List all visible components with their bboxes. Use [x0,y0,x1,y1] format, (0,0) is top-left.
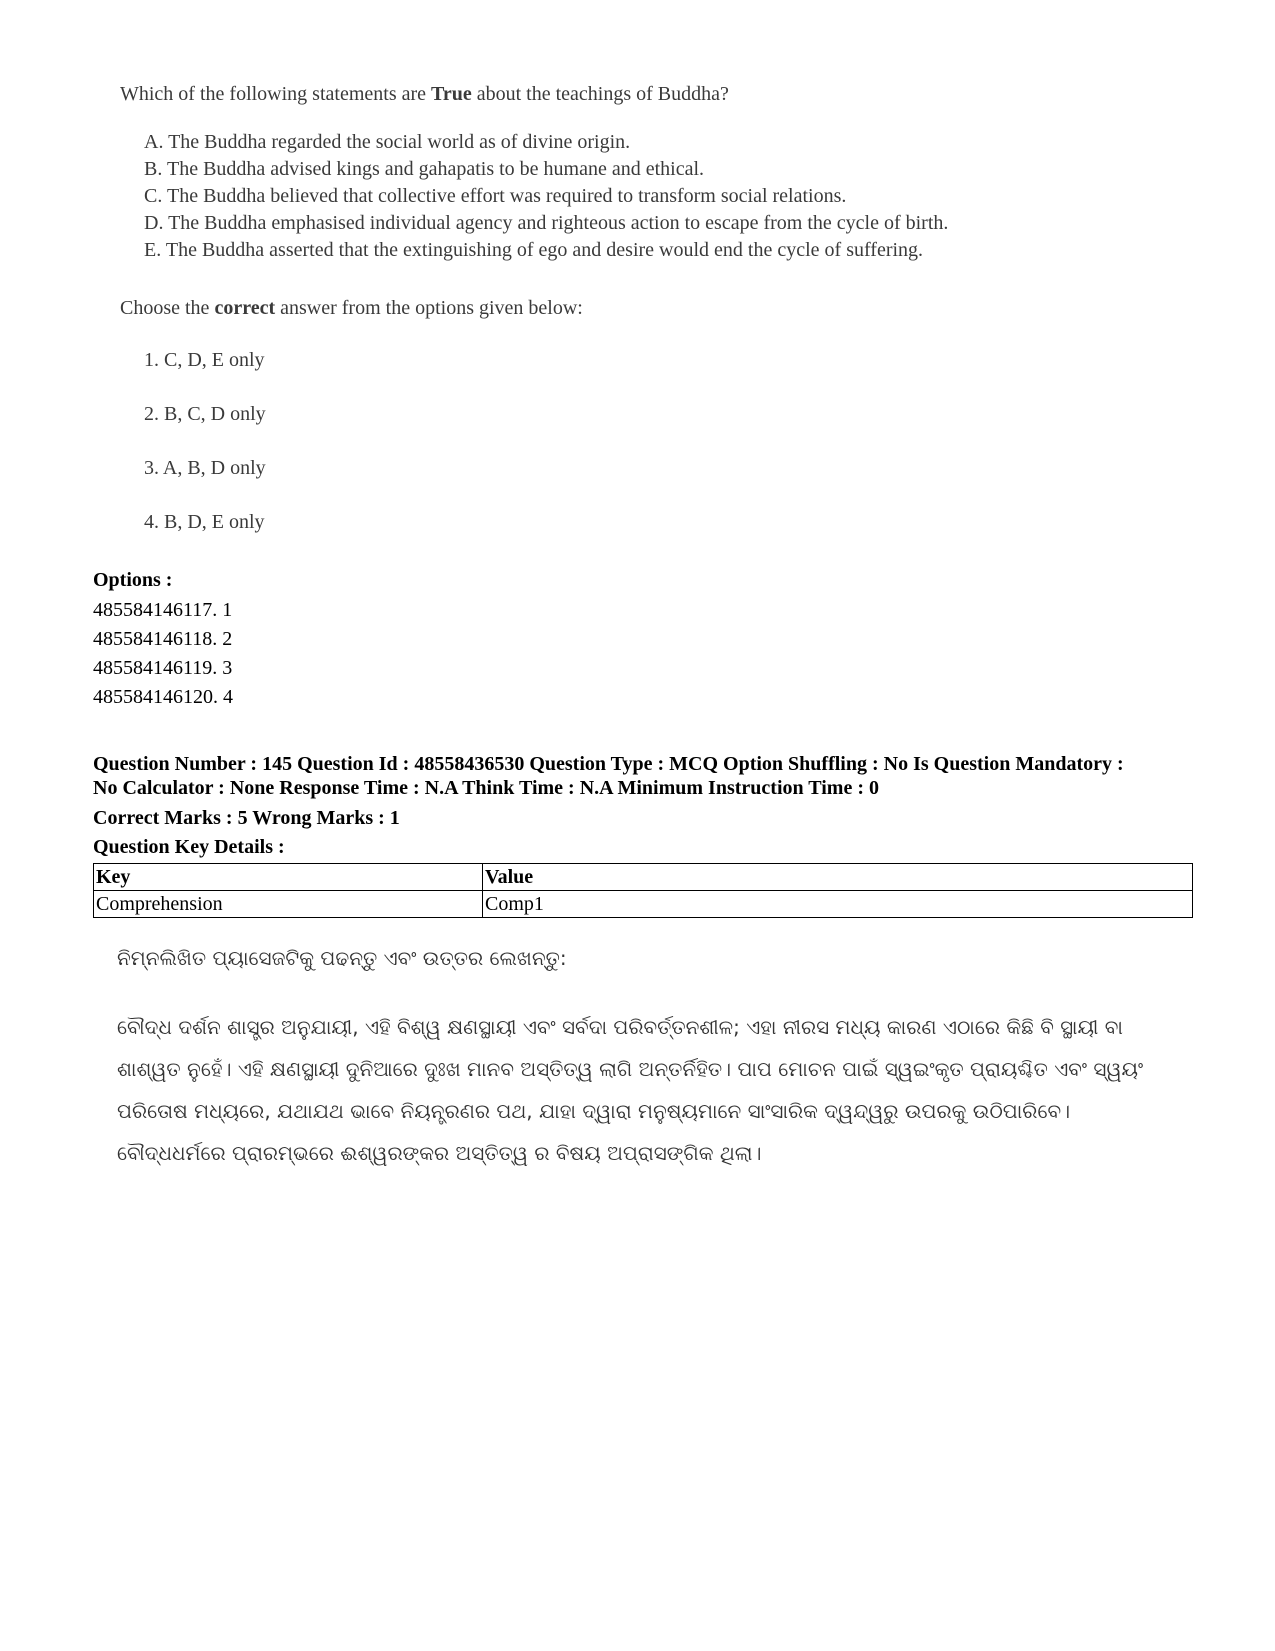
statement-d: D. The Buddha emphasised individual agency and righteous action to escape from the cycle of birth. [144,212,949,234]
statement-a: A. The Buddha regarded the social world as of divine origin. [144,131,631,153]
answer-choice-3: 3. A, B, D only [144,457,266,479]
question-info [93,752,1193,800]
table-header-key: Key [94,864,483,891]
options-title: Options : [93,569,173,591]
answer-choice-2: 2. B, C, D only [144,403,266,425]
table-cell-key: Comprehension [94,891,483,918]
answer-choice-4: 4. B, D, E only [144,511,265,533]
marks-info: Correct Marks : 5 Wrong Marks : 1 [93,807,400,829]
answer-list [144,350,266,566]
question-info-line-2: No Calculator : None Response Time : N.A Think Time : N.A Minimum Instruction Time : 0 [93,777,879,799]
statement-b: B. The Buddha advised kings and gahapatis to be humane and ethical. [144,158,705,180]
statement-c: C. The Buddha believed that collective effort was required to transform social relations. [144,185,847,207]
option-item-3: 485584146119. 3 [93,657,233,679]
statement-list [144,132,948,267]
passage-text: ବୌଦ୍ଧ ଦର୍ଶନ ଶାସ୍ତ୍ର ଅନୁଯାୟୀ, ଏହି ବିଶ୍ୱ କ୍ଷଣସ୍ଥାୟୀ ଏବଂ ସର୍ବଦା ପରିବର୍ତ୍ତନଶୀଳ; ଏହା ନୀରସ ମଧ୍ୟ କାରଣ ଏଠାରେ କିଛି ବି ସ୍ଥାୟୀ ବା ଶାଶ୍ୱତ ନୁହେଁ। ଏହି କ୍ଷଣସ୍ଥାୟୀ ଦୁନିଆରେ ଦୁଃଖ ମାନବ ଅସ୍ତିତ୍ୱ ଲାଗି ଅନ୍ତର୍ନିହିତ। ପାପ ମୋଚନ ପାଇଁ ସ୍ୱଇଂକୃତ ପ୍ରାୟଶ୍ଚିତ ଏବଂ ସ୍ୱୟଂ ପରିତୋଷ ମଧ୍ୟରେ, ଯଥାଯଥ ଭାବେ ନିୟନ୍ତ୍ରଣର ପଥ, ଯାହା ଦ୍ୱାରା ମନୁଷ୍ୟମାନେ ସାଂସାରିକ ଦ୍ୱନ୍ଦ୍ୱରୁ ଉପରକୁ ଉଠିପାରିବେ। ବୌଦ୍ଧଧର୍ମରେ ପ୍ରାରମ୍ଭରେ ଈଶ୍ୱରଙ୍କର ଅସ୍ତିତ୍ୱ ର ବିଷୟ ଅପ୍ରାସଙ୍ଗିକ ଥିଲା। [117,1015,1144,1165]
choose-instruction: Choose the correct answer from the options given below: [120,297,583,319]
table-row [94,891,1193,918]
table-header-row [94,864,1193,891]
key-details-table [93,863,1193,918]
answer-choice-1: 1. C, D, E only [144,349,265,371]
statement-e: E. The Buddha asserted that the extinguishing of ego and desire would end the cycle of suffering. [144,239,924,261]
table-header-value: Value [483,864,1193,891]
option-item-1: 485584146117. 1 [93,599,233,621]
passage-instruction: ନିମ୍ନଲିଖିତ ପ୍ୟାସେଜଟିକୁ ପଢନ୍ତୁ ଏବଂ ଉତ୍ତର ଲେଖନ୍ତୁ: [117,946,567,970]
options-list [93,596,233,712]
question-info-line-1: Question Number : 145 Question Id : 48558436530 Question Type : MCQ Option Shuffling : No Is Question Mandatory : [93,753,1124,775]
question-stem: Which of the following statements are True about the teachings of Buddha? [120,83,729,105]
option-item-4: 485584146120. 4 [93,686,233,708]
key-details-label: Question Key Details : [93,836,285,858]
option-item-2: 485584146118. 2 [93,628,233,650]
table-cell-value: Comp1 [483,891,1193,918]
